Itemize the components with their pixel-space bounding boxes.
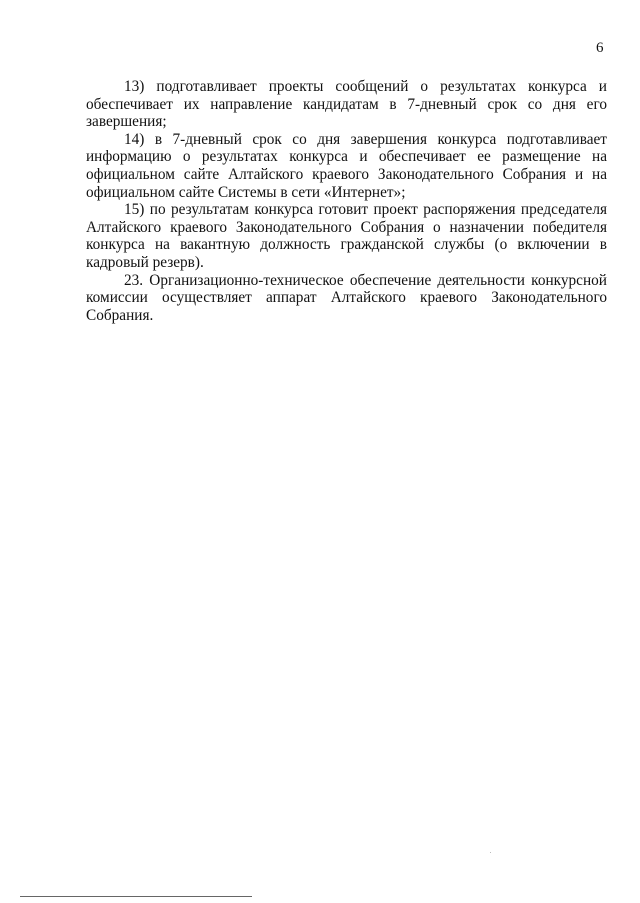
document-body: [86, 78, 607, 324]
paragraph-item-15: 15) по результатам конкурса готовит проект распоряжения председателя Алтайского краевого Законодательного Собрания о назначении победителя конкурса на вакантную должность гражданской службы (о включении в кадровый резерв).: [86, 201, 607, 271]
page-number: 6: [596, 40, 604, 56]
paragraph-clause-23: 23. Организационно-техническое обеспечение деятельности конкурсной комиссии осуществляет аппарат Алтайского краевого Законодательного Собрания.: [86, 271, 607, 324]
scan-speck: [490, 852, 491, 853]
paragraph-item-13: 13) подготавливает проекты сообщений о результатах конкурса и обеспечивает их направление кандидатам в 7-дневный срок со дня его завершения;: [86, 78, 607, 131]
footer-rule: [20, 896, 252, 897]
paragraph-item-14: 14) в 7-дневный срок со дня завершения конкурса подготавливает информацию о результатах конкурса и обеспечивает ее размещение на официальном сайте Алтайского краевого Законодательного Собрания и на официальном сайте Системы в сети «Интернет»;: [86, 130, 607, 201]
